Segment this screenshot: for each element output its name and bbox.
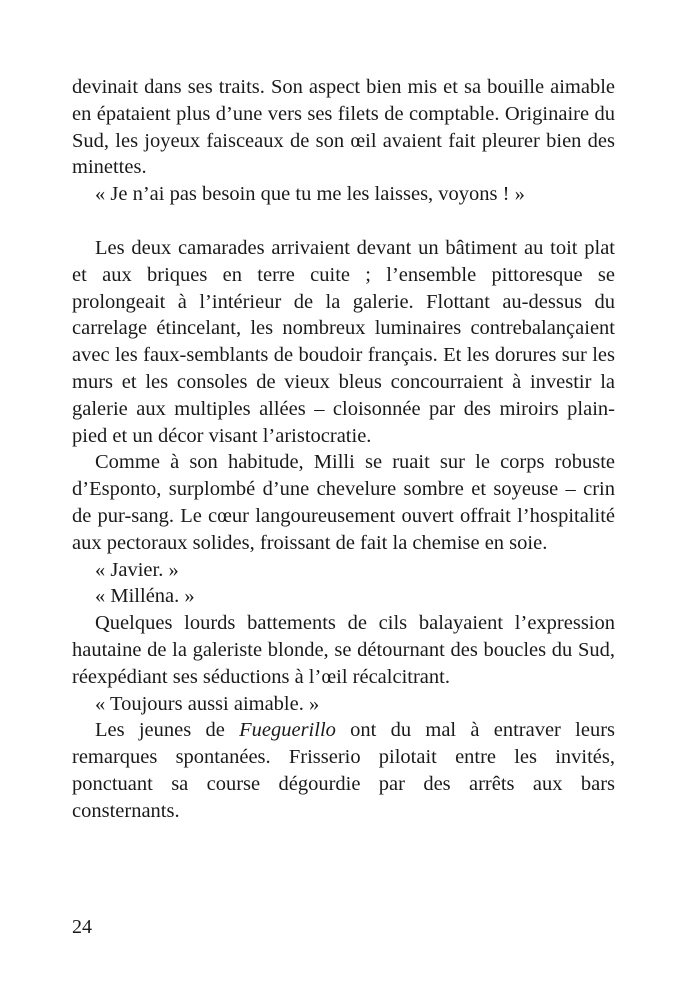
- dialogue-line: « Toujours aussi aimable. »: [95, 692, 320, 715]
- paragraph: [72, 717, 615, 824]
- dialogue-line: « Javier. »: [95, 558, 179, 581]
- italic-title: Fueguerillo: [239, 719, 336, 742]
- paragraph-continuation: devinait dans ses traits. Son aspect bien mis et sa bouille aimable en épataient plus d’une vers ses filets de comptable. Originaire du Sud, les joyeux faisceaux de son œil avaient fait pleurer bien des minettes.: [72, 76, 615, 179]
- section-break: [72, 208, 615, 235]
- page-number: 24: [72, 916, 92, 938]
- paragraph-text-start: Les jeunes de: [95, 719, 240, 742]
- dialogue-line: « Milléna. »: [95, 585, 195, 608]
- paragraph-text-end: ont du mal à entraver leurs remarques spontanées. Frisserio pilotait entre les invités, ponctuant sa course dégourdie par des arrêts aux bars consternants.: [72, 719, 615, 822]
- paragraph: Quelques lourds battements de cils balayaient l’expression hautaine de la galeriste blonde, se détournant des boucles du Sud, réexpédiant ses séductions à l’œil récalcitrant.: [72, 612, 615, 688]
- page-body-text: [72, 74, 615, 825]
- paragraph: Les deux camarades arrivaient devant un bâtiment au toit plat et aux briques en terre cuite ; l’ensemble pittoresque se prolongeait à l’intérieur de la galerie. Flottant au-dessus du carrelage étincelant, les nombreux luminaires contrebalançaient avec les faux-semblants de boudoir français. Et les dorures sur les murs et les consoles de vieux bleus concourraient à investir la galerie aux multiples allées – cloisonnée par des miroirs plain-pied et un décor visant l’aristocratie.: [72, 236, 615, 447]
- paragraph: Comme à son habitude, Milli se ruait sur le corps robuste d’Esponto, surplombé d’une chevelure sombre et soyeuse – crin de pur-sang. Le cœur langoureusement ouvert offrait l’hospitalité aux pectoraux solides, froissant de fait la chemise en soie.: [72, 451, 615, 554]
- dialogue-line: « Je n’ai pas besoin que tu me les laisses, voyons ! »: [95, 183, 525, 206]
